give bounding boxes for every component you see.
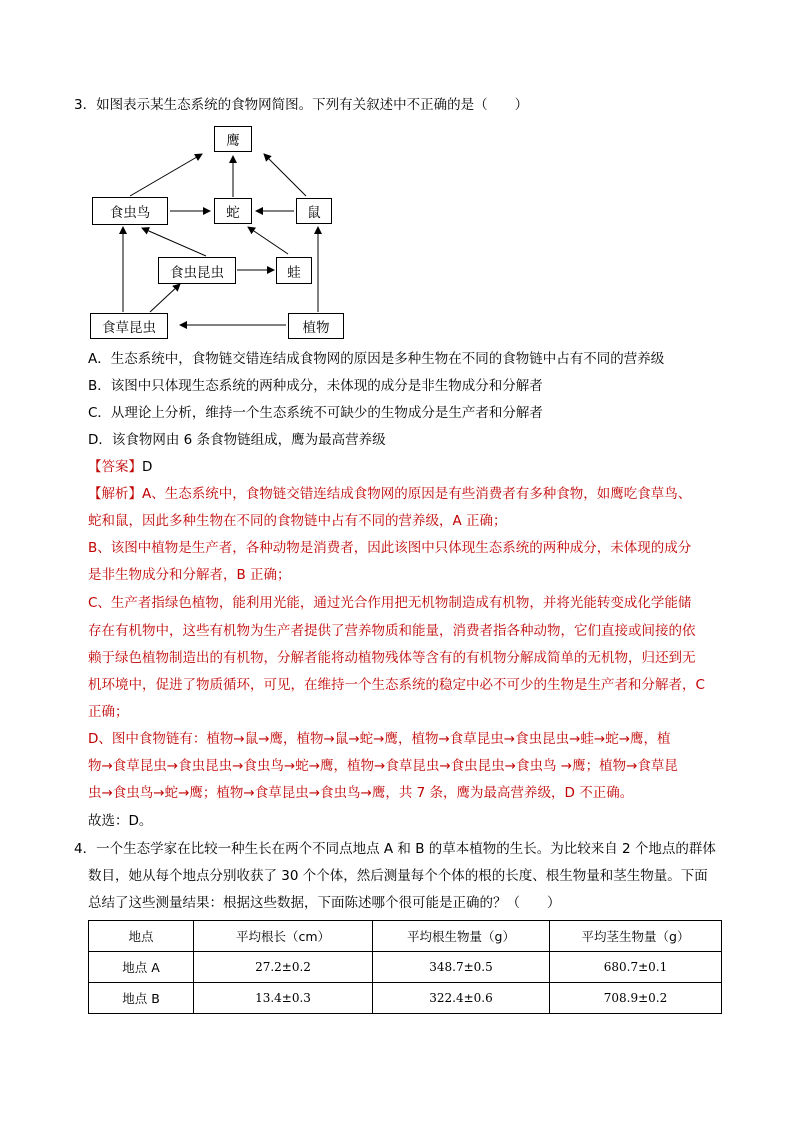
table-cell: 地点 B	[89, 983, 194, 1014]
q3-analysis-line-2: 蛇和鼠，因此多种生物在不同的食物链中占有不同的营养级，A 正确；	[88, 513, 507, 529]
arrow-mouse-hawk	[264, 154, 306, 196]
q4-data-table	[88, 920, 722, 1014]
node-frog: 蛙	[276, 257, 312, 284]
node-mouse: 鼠	[296, 198, 332, 224]
q3-analysis-line-10: D、图中食物链有：植物→鼠→鹰，植物→鼠→蛇→鹰，植物→食草昆虫→食虫昆虫→蛙→蛇→鹰，植	[88, 731, 671, 747]
q3-analysis-line-1	[88, 485, 691, 503]
analysis-text: A、生态系统中，食物链交错连结成食物网的原因是有些消费者有多种食物，如鹰吃食草鸟、	[142, 486, 692, 502]
q4-number: 4．	[74, 841, 97, 857]
table-header-cell: 平均根生物量（g）	[373, 921, 550, 952]
analysis-label: 【解析】	[88, 486, 142, 502]
q3-number: 3．	[74, 97, 97, 113]
answer-label: 【答案】	[88, 459, 142, 475]
q4-stem-line-1	[74, 840, 716, 858]
q4-stem-line-2: 数目，她从每个地点分别收获了 30 个个体，然后测量每个个体的根的长度、根生物量和茎生物量。下面	[88, 868, 708, 884]
q4-stem-line-3: 总结了这些测量结果：根据这些数据，下面陈述哪个很可能是正确的？（ ）	[88, 895, 561, 911]
table-cell: 27.2±0.2	[194, 952, 373, 983]
food-web-arrows	[0, 0, 794, 360]
q3-analysis-line-6: 存在有机物中，这些有机物为生产者提供了营养物质和能量，消费者指各种动物，它们直接或间接的依	[88, 623, 696, 639]
q3-analysis-line-9: 正确；	[88, 704, 129, 720]
table-header-row	[89, 921, 722, 952]
table-row	[89, 983, 722, 1014]
q3-option-d: D．该食物网由 6 条食物链组成，鹰为最高营养级	[88, 432, 386, 448]
node-insectivorous-insect: 食虫昆虫	[158, 257, 236, 284]
food-web-diagram	[0, 0, 794, 360]
node-insectivorous-bird: 食虫鸟	[92, 197, 168, 225]
q4-stem-text-1: 一个生态学家在比较一种生长在两个不同点地点 A 和 B 的草本植物的生长。为比较来自 2 个地点的群体	[96, 841, 716, 857]
table-header-cell: 地点	[89, 921, 194, 952]
table-cell: 680.7±0.1	[550, 952, 722, 983]
q3-conclusion: 故选：D。	[88, 813, 153, 829]
q3-analysis-line-3: B、该图中植物是生产者，各种动物是消费者，因此该图中只体现生态系统的两种成分，未体现的成分	[88, 540, 692, 556]
q3-analysis-line-5: C、生产者指绿色植物，能利用光能，通过光合作用把无机物制造成有机物，并将光能转变成化学能储	[88, 595, 692, 611]
q3-analysis-line-4: 是非生物成分和分解者，B 正确；	[88, 567, 291, 583]
node-plant: 植物	[288, 313, 344, 339]
arrow-bird-hawk	[130, 154, 202, 196]
node-snake: 蛇	[214, 198, 252, 224]
q3-option-b: B．该图中只体现生态系统的两种成分，未体现的成分是非生物成分和分解者	[88, 378, 543, 394]
table-row	[89, 952, 722, 983]
q3-analysis-line-11: 物→食草昆虫→食虫昆虫→食虫鸟→蛇→鹰，植物→食草昆虫→食虫昆虫→食虫鸟 →鹰；植物→食草昆	[88, 758, 678, 774]
table-cell: 708.9±0.2	[550, 983, 722, 1014]
q3-option-c: C．从理论上分析，维持一个生态系统不可缺少的生物成分是生产者和分解者	[88, 405, 543, 421]
arrow-insect-bird	[142, 228, 206, 256]
arrow-herbivore-insect	[150, 284, 180, 312]
answer-value: D	[142, 459, 153, 475]
q3-analysis-line-8: 机环境中，促进了物质循环，可见，在维持一个生态系统的稳定中必不可少的生物是生产者和分解者，C	[88, 677, 705, 693]
node-herbivorous-insect: 食草昆虫	[90, 313, 168, 339]
table-cell: 322.4±0.6	[373, 983, 550, 1014]
table-cell: 13.4±0.3	[194, 983, 373, 1014]
q3-analysis-line-7: 赖于绿色植物制造出的有机物，分解者能将动植物残体等含有的有机物分解成简单的无机物，归还到无	[88, 650, 696, 666]
q3-option-a: A．生态系统中，食物链交错连结成食物网的原因是多种生物在不同的食物链中占有不同的营养级	[88, 351, 665, 367]
table-header-cell: 平均根长（cm）	[194, 921, 373, 952]
table-cell: 地点 A	[89, 952, 194, 983]
q3-stem-text: 如图表示某生态系统的食物网简图。下列有关叙述中不正确的是（ ）	[96, 97, 529, 113]
q3-answer	[88, 458, 152, 476]
q3-analysis-line-12: 虫→食虫鸟→蛇→鹰；植物→食草昆虫→食虫鸟→鹰，共 7 条，鹰为最高营养级，D 不正确。	[88, 785, 634, 801]
table-header-cell: 平均茎生物量（g）	[550, 921, 722, 952]
node-hawk: 鹰	[214, 126, 252, 152]
table-cell: 348.7±0.5	[373, 952, 550, 983]
arrow-frog-snake	[248, 227, 288, 254]
